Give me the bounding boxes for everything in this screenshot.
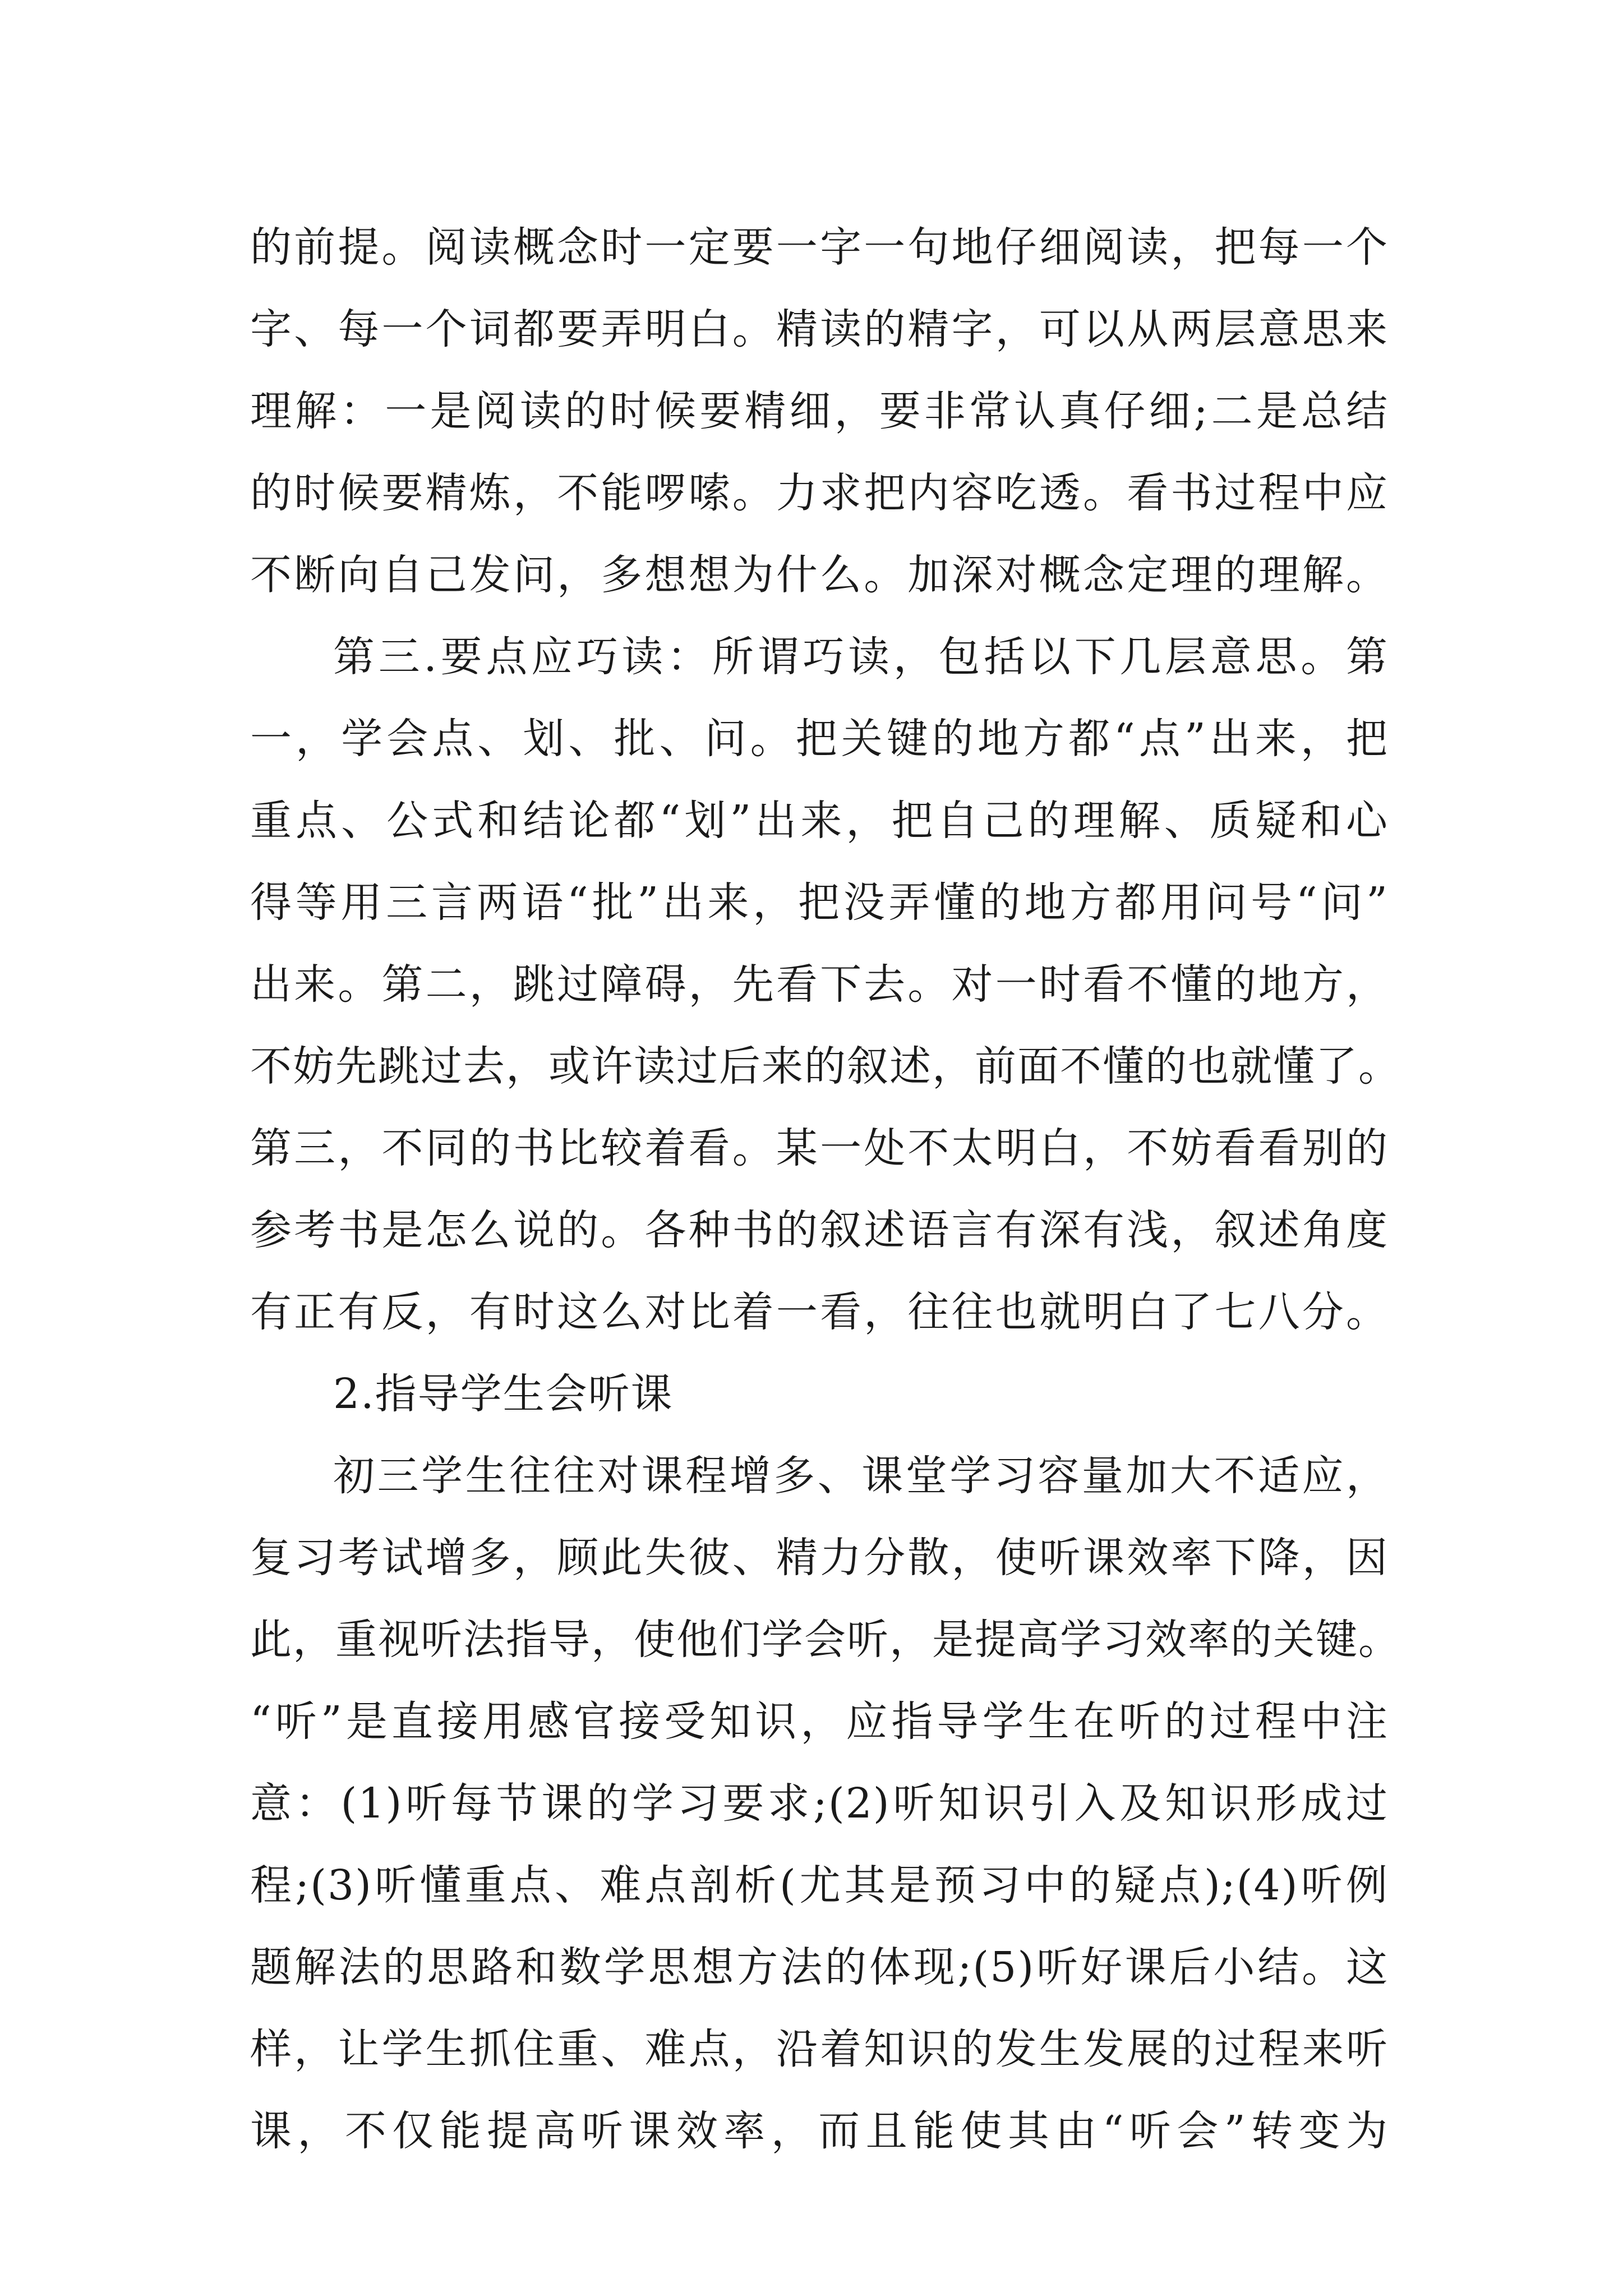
text-line: 题解法的思路和数学思想方法的体现;(5)听好课后小结。这 xyxy=(250,1943,1389,1991)
text-line: 字、每一个词都要弄明白。精读的精字，可以从两层意思来 xyxy=(250,305,1389,353)
text-line: 的前提。阅读概念时一定要一字一句地仔细阅读，把每一个 xyxy=(250,223,1389,272)
text-line: 第三，不同的书比较着看。某一处不太明白，不妨看看别的 xyxy=(250,1124,1389,1172)
text-line: “听”是直接用感官接受知识，应指导学生在听的过程中注 xyxy=(250,1697,1389,1746)
text-line: 不妨先跳过去，或许读过后来的叙述，前面不懂的也就懂了。 xyxy=(250,1042,1401,1091)
text-line: 的时候要精炼，不能啰嗦。力求把内容吃透。看书过程中应 xyxy=(250,469,1389,517)
text-line: 程;(3)听懂重点、难点剖析(尤其是预习中的疑点);(4)听例 xyxy=(250,1861,1389,1910)
text-line: 参考书是怎么说的。各种书的叙述语言有深有浅，叙述角度 xyxy=(250,1206,1389,1254)
text-line: 有正有反，有时这么对比着一看，往往也就明白了七八分。 xyxy=(250,1288,1389,1336)
text-line: 此，重视听法指导，使他们学会听，是提高学习效率的关键。 xyxy=(250,1616,1401,1664)
text-line: 意：(1)听每节课的学习要求;(2)听知识引入及知识形成过 xyxy=(250,1779,1389,1828)
text-line: 一，学会点、划、批、问。把关键的地方都“点”出来，把 xyxy=(250,715,1389,763)
text-line: 初三学生往往对课程增多、课堂学习容量加大不适应， xyxy=(333,1452,1389,1500)
text-line: 第三.要点应巧读：所谓巧读，包括以下几层意思。第 xyxy=(333,633,1389,681)
text-line: 出来。第二，跳过障碍，先看下去。对一时看不懂的地方， xyxy=(250,960,1389,1009)
text-line: 得等用三言两语“批”出来，把没弄懂的地方都用问号“问” xyxy=(250,878,1389,927)
text-line: 样，让学生抓住重、难点，沿着知识的发生发展的过程来听 xyxy=(250,2025,1389,2073)
text-line: 理解：一是阅读的时候要精细，要非常认真仔细;二是总结 xyxy=(250,387,1389,435)
text-line: 课，不仅能提高听课效率，而且能使其由“听会”转变为 xyxy=(250,2107,1389,2155)
text-line: 复习考试增多，顾此失彼、精力分散，使听课效率下降，因 xyxy=(250,1534,1389,1582)
body-text xyxy=(250,206,1401,2172)
text-line: 2.指导学生会听课 xyxy=(333,1370,674,1418)
text-line: 不断向自己发问，多想想为什么。加深对概念定理的理解。 xyxy=(250,551,1389,599)
text-line: 重点、公式和结论都“划”出来，把自己的理解、质疑和心 xyxy=(250,797,1389,845)
